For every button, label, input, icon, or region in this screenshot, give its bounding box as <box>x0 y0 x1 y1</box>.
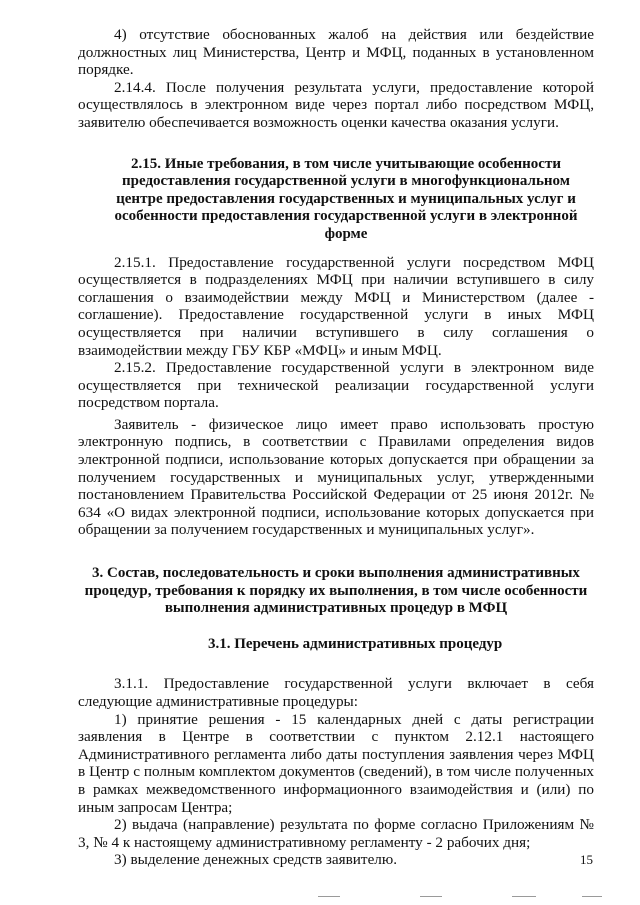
paragraph-2-15-2: 2.15.2. Предоставление государственной услуги в электронном виде осуществляется при технической реализации государственной услуги посредством портала. <box>78 359 594 412</box>
scan-artifact-line <box>420 896 442 897</box>
paragraph-2-15-1: 2.15.1. Предоставление государственной услуги посредством МФЦ осуществляется в подразделениях МФЦ при наличии вступившего в силу соглашения о взаимодействии между МФЦ и Министерством (далее - соглашение). Предоставление государственной услуги в иных МФЦ осуществляется при наличии вступившего в силу соглашения о взаимодействии между ГБУ КБР «МФЦ» и иным МФЦ. <box>78 253 594 359</box>
page-number: 15 <box>580 852 593 867</box>
list-item-procedure-1: 1) принятие решения - 15 календарных дней с даты регистрации заявления в Центре в соответствии с пунктом 2.12.1 настоящего Административного регламента либо даты поступления заявления через МФЦ в Центр с полным комплектом документов (сведений), в том числе полученных в рамках межведомственного информационного взаимодействия и (или) по иным запросам Центра; <box>78 710 594 816</box>
paragraph-3-1-1: 3.1.1. Предоставление государственной услуги включает в себя следующие административные процедуры: <box>78 675 594 710</box>
scan-artifact-line <box>318 896 340 897</box>
scan-artifact-line <box>582 896 602 897</box>
scan-artifact-line <box>512 896 536 897</box>
paragraph-item-4-complaints: 4) отсутствие обоснованных жалоб на действия или бездействие должностных лиц Министерства, Центр и МФЦ, поданных в установленном порядке. <box>78 26 594 79</box>
section-heading-2-15: 2.15. Иные требования, в том числе учитывающие особенности предоставления государственной услуги в многофункциональном центре предоставления государственных и муниципальных услуг и особенности предоставления государственной услуги в электронной форме <box>114 155 578 242</box>
paragraph-2-14-4: 2.14.4. После получения результата услуги, предоставление которой осуществлялось в электронном виде через портал либо посредством МФЦ, заявителю обеспечивается возможность оценки качества оказания услуги. <box>78 78 594 131</box>
section-heading-3-1: 3.1. Перечень административных процедур <box>208 635 503 652</box>
list-item-procedure-2: 2) выдача (направление) результата по форме согласно Приложениям № 3, № 4 к настоящему административному регламенту - 2 рабочих дня; <box>78 816 594 851</box>
list-item-procedure-3: 3) выделение денежных средств заявителю. <box>114 851 398 869</box>
section-heading-3: 3. Состав, последовательность и сроки выполнения административных процедур, требования к порядку их выполнения, в том числе особенности выполнения административных процедур в МФЦ <box>84 565 588 617</box>
paragraph-electronic-signature: Заявитель - физическое лицо имеет право использовать простую электронную подпись, в соответствии с Правилами определения видов электронной подписи, использование которых допускается при обращении за получением государственных и муниципальных услуг, утвержденными постановлением Правительства Российской Федерации от 25 июня 2012г. № 634 «О видах электронной подписи, использование которых допускается при обращении за получением государственных и муниципальных услуг». <box>78 415 594 539</box>
document-page <box>78 26 594 869</box>
